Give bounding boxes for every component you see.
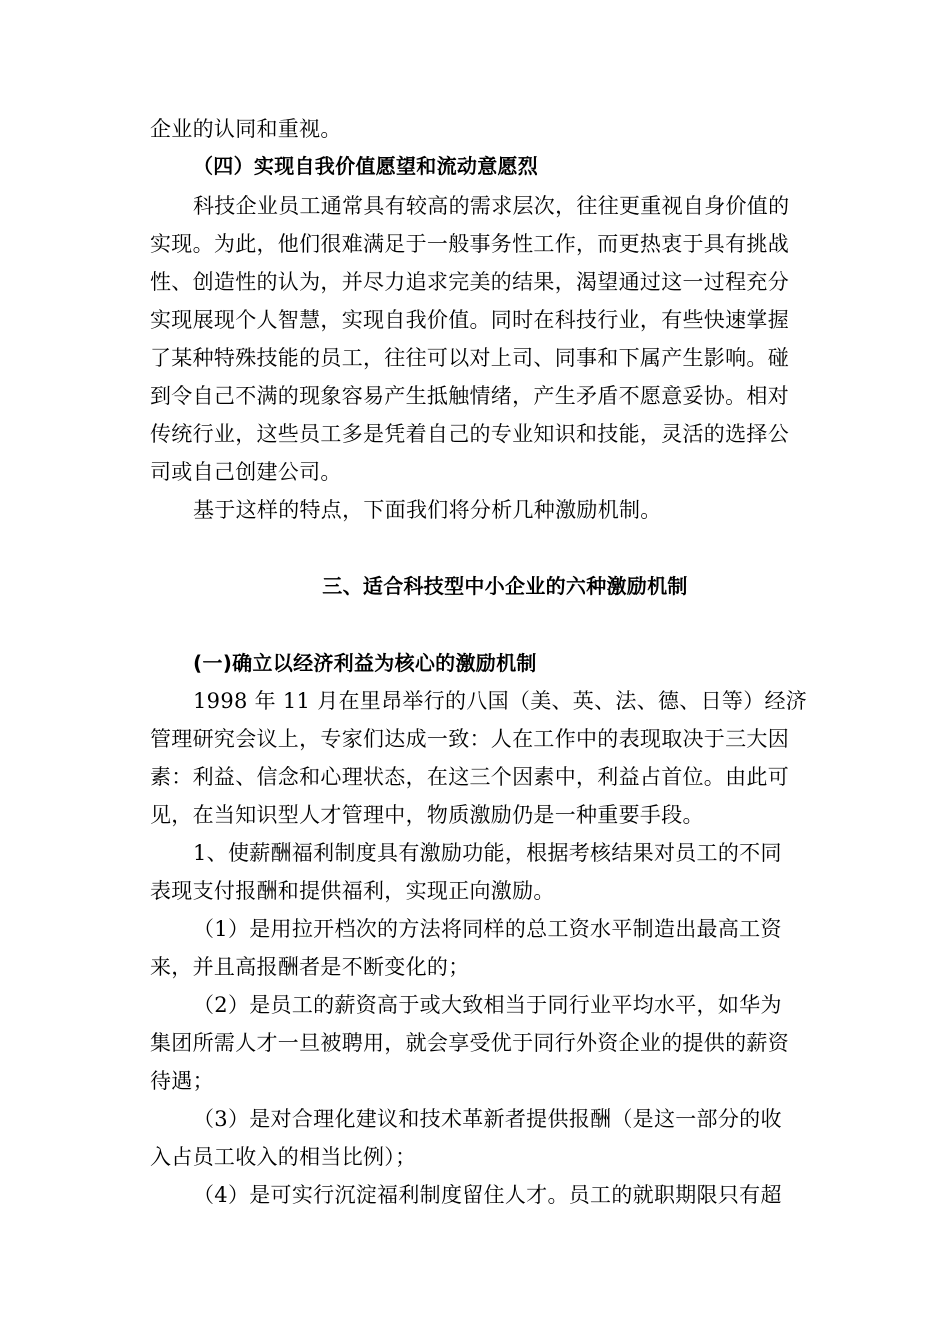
chapter-heading: 三、适合科技型中小企业的六种激励机制: [322, 574, 688, 598]
text-line: 集团所需人才一旦被聘用，就会享受优于同行外资企业的提供的薪资: [150, 1031, 789, 1055]
section-heading: (一)确立以经济利益为核心的激励机制: [193, 651, 537, 675]
text-line: （1）是用拉开档次的方法将同样的总工资水平制造出最高工资: [193, 917, 782, 941]
text-line: 性、创造性的认为，并尽力追求完美的结果，渴望通过这一过程充分: [150, 270, 789, 294]
text-line: 传统行业，这些员工多是凭着自己的专业知识和技能，灵活的选择公: [150, 422, 789, 446]
text-line: 素：利益、信念和心理状态，在这三个因素中，利益占首位。由此可: [150, 765, 789, 789]
text-line: 管理研究会议上，专家们达成一致：人在工作中的表现取决于三大因: [150, 727, 789, 751]
text-line: 表现支付报酬和提供福利，实现正向激励。: [150, 879, 555, 903]
text-line: 企业的认同和重视。: [150, 117, 342, 141]
text-line: 来，并且高报酬者是不断变化的；: [150, 955, 470, 979]
text-line: 待遇；: [150, 1069, 214, 1093]
text-line: 基于这样的特点，下面我们将分析几种激励机制。: [193, 498, 662, 522]
text-line: 了某种特殊技能的员工，往往可以对上司、同事和下属产生影响。碰: [150, 346, 789, 370]
section-heading: （四）实现自我价值愿望和流动意愿烈: [193, 154, 539, 178]
text-line: 入占员工收入的相当比例）；: [150, 1145, 417, 1169]
text-line: 1998 年 11 月在里昂举行的八国（美、英、法、德、日等）经济: [193, 689, 808, 713]
text-line: 科技企业员工通常具有较高的需求层次，往往更重视自身价值的: [193, 194, 790, 218]
text-line: （4）是可实行沉淀福利制度留住人才。员工的就职期限只有超: [193, 1183, 782, 1207]
text-line: 1、使薪酬福利制度具有激励功能，根据考核结果对员工的不同: [193, 841, 782, 865]
text-line: 到令自己不满的现象容易产生抵触情绪，产生矛盾不愿意妥协。相对: [150, 384, 789, 408]
text-line: 实现展现个人智慧，实现自我价值。同时在科技行业，有些快速掌握: [150, 308, 789, 332]
text-line: 见，在当知识型人才管理中，物质激励仍是一种重要手段。: [150, 803, 704, 827]
text-line: 司或自己创建公司。: [150, 460, 342, 484]
text-line: （3）是对合理化建议和技术革新者提供报酬（是这一部分的收: [193, 1107, 782, 1131]
text-line: （2）是员工的薪资高于或大致相当于同行业平均水平，如华为: [193, 993, 782, 1017]
text-line: 实现。为此，他们很难满足于一般事务性工作，而更热衷于具有挑战: [150, 232, 789, 256]
